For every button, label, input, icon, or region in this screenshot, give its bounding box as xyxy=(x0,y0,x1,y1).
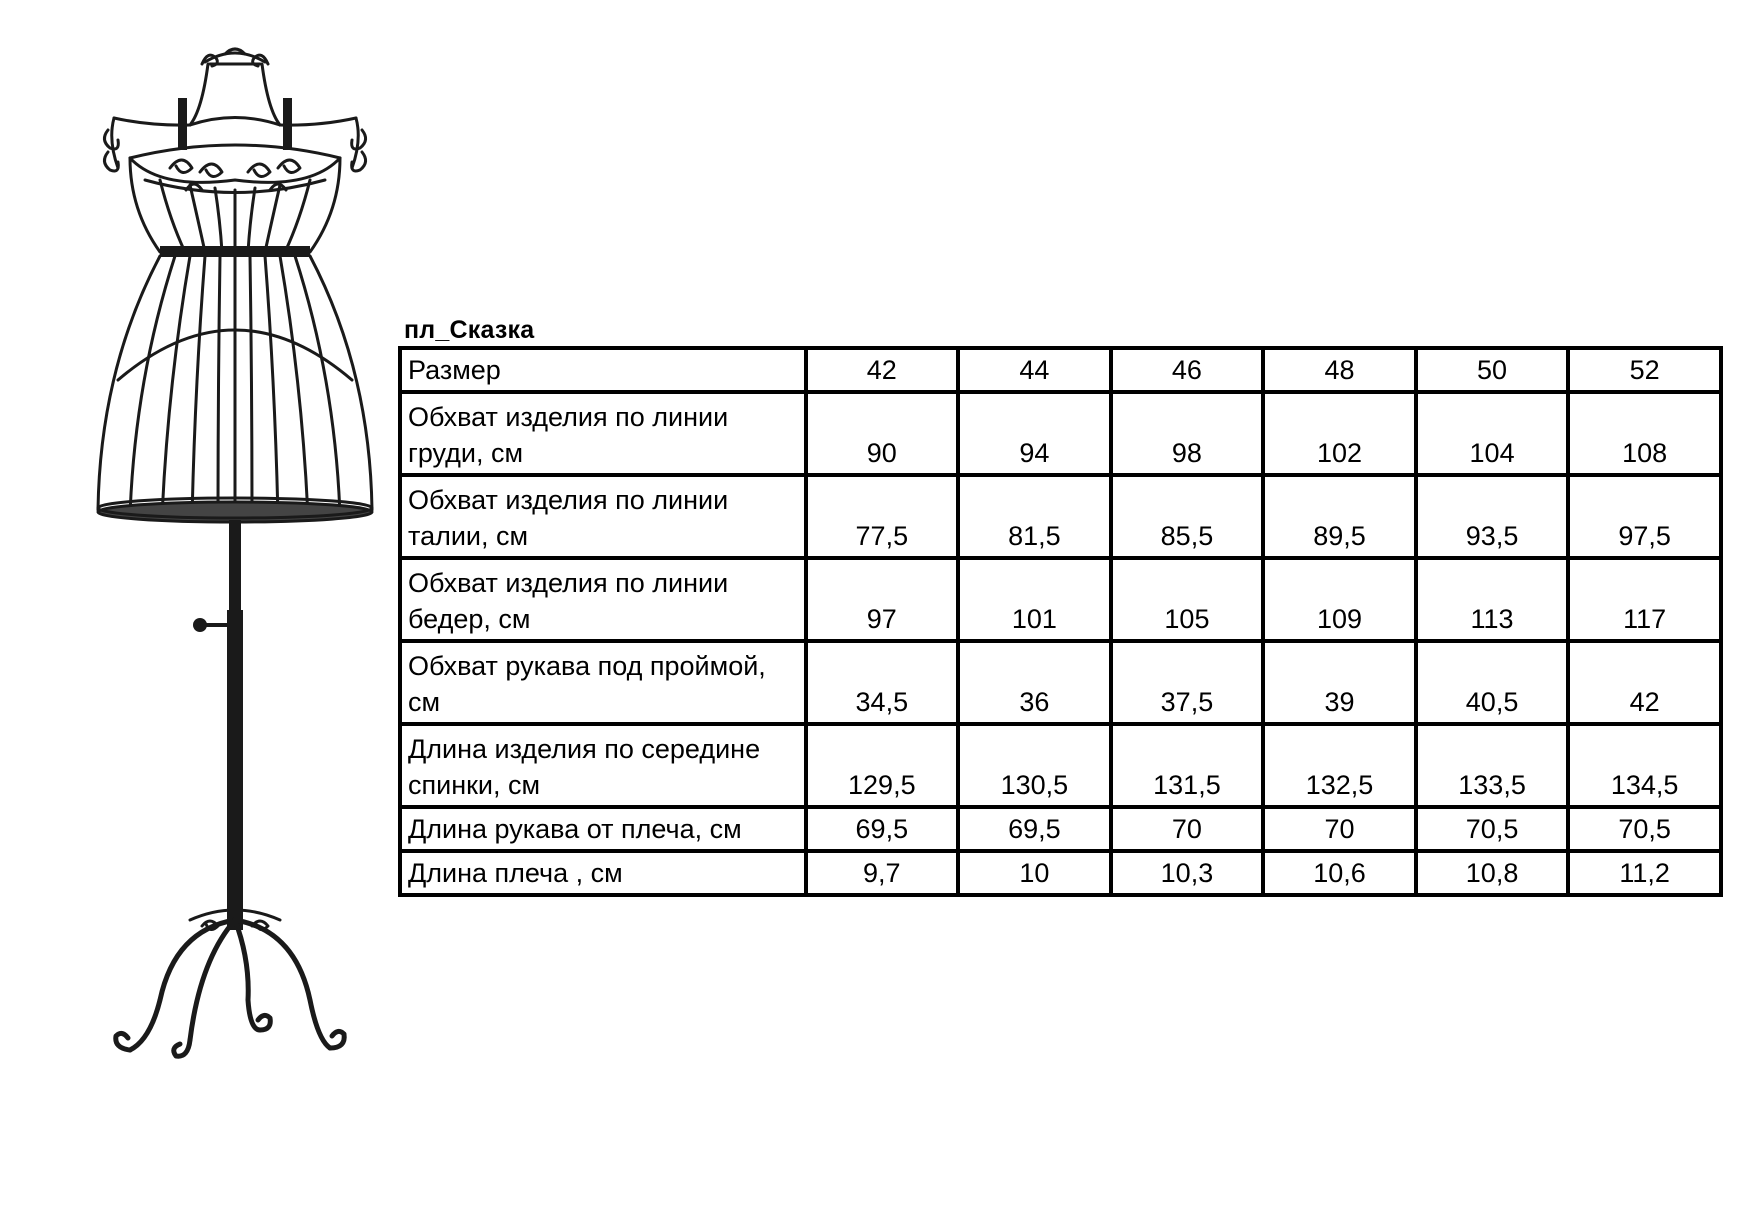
table-cell: 97 xyxy=(806,558,959,641)
table-cell: 69,5 xyxy=(806,807,959,851)
table-cell: 36 xyxy=(958,641,1111,724)
table-cell: 40,5 xyxy=(1416,641,1569,724)
size-header: 42 xyxy=(806,348,959,392)
table-row xyxy=(400,392,1721,475)
table-cell: 90 xyxy=(806,392,959,475)
table-cell: 117 xyxy=(1568,558,1721,641)
table-cell: 10,3 xyxy=(1111,851,1264,895)
table-cell: 9,7 xyxy=(806,851,959,895)
table-cell: 70 xyxy=(1263,807,1416,851)
table-row xyxy=(400,558,1721,641)
table-cell: 70,5 xyxy=(1568,807,1721,851)
header-label: Размер xyxy=(400,348,806,392)
table-cell: 113 xyxy=(1416,558,1569,641)
table-cell: 69,5 xyxy=(958,807,1111,851)
table-cell: 10,6 xyxy=(1263,851,1416,895)
size-chart-table xyxy=(398,346,1723,897)
table-cell: 34,5 xyxy=(806,641,959,724)
table-cell: 133,5 xyxy=(1416,724,1569,807)
size-header: 50 xyxy=(1416,348,1569,392)
table-row xyxy=(400,724,1721,807)
row-label: Обхват изделия по линии бедер, см xyxy=(400,558,806,641)
table-cell: 11,2 xyxy=(1568,851,1721,895)
table-cell: 104 xyxy=(1416,392,1569,475)
table-cell: 10,8 xyxy=(1416,851,1569,895)
table-cell: 93,5 xyxy=(1416,475,1569,558)
size-header: 48 xyxy=(1263,348,1416,392)
row-label: Обхват изделия по линии талии, см xyxy=(400,475,806,558)
table-row xyxy=(400,641,1721,724)
table-cell: 98 xyxy=(1111,392,1264,475)
size-header: 44 xyxy=(958,348,1111,392)
table-row xyxy=(400,475,1721,558)
table-cell: 42 xyxy=(1568,641,1721,724)
table-cell: 77,5 xyxy=(806,475,959,558)
table-cell: 131,5 xyxy=(1111,724,1264,807)
table-cell: 94 xyxy=(958,392,1111,475)
table-cell: 97,5 xyxy=(1568,475,1721,558)
table-cell: 102 xyxy=(1263,392,1416,475)
table-cell: 81,5 xyxy=(958,475,1111,558)
table-cell: 101 xyxy=(958,558,1111,641)
table-cell: 108 xyxy=(1568,392,1721,475)
size-header: 52 xyxy=(1568,348,1721,392)
row-label: Длина рукава от плеча, см xyxy=(400,807,806,851)
table-cell: 85,5 xyxy=(1111,475,1264,558)
table-header-row xyxy=(400,348,1721,392)
table-cell: 105 xyxy=(1111,558,1264,641)
table-cell: 70,5 xyxy=(1416,807,1569,851)
row-label: Обхват изделия по линии груди, см xyxy=(400,392,806,475)
table-row xyxy=(400,807,1721,851)
table-cell: 39 xyxy=(1263,641,1416,724)
table-cell: 132,5 xyxy=(1263,724,1416,807)
row-label: Обхват рукава под проймой, см xyxy=(400,641,806,724)
table-cell: 10 xyxy=(958,851,1111,895)
row-label: Длина изделия по середине спинки, см xyxy=(400,724,806,807)
table-cell: 129,5 xyxy=(806,724,959,807)
size-header: 46 xyxy=(1111,348,1264,392)
table-cell: 109 xyxy=(1263,558,1416,641)
table-cell: 37,5 xyxy=(1111,641,1264,724)
table-cell: 130,5 xyxy=(958,724,1111,807)
table-cell: 134,5 xyxy=(1568,724,1721,807)
row-label: Длина плеча , см xyxy=(400,851,806,895)
wire-dress-form-mannequin-icon xyxy=(90,40,390,1210)
table-row xyxy=(400,851,1721,895)
product-title: пл_Сказка xyxy=(404,316,535,344)
table-cell: 89,5 xyxy=(1263,475,1416,558)
table-cell: 70 xyxy=(1111,807,1264,851)
